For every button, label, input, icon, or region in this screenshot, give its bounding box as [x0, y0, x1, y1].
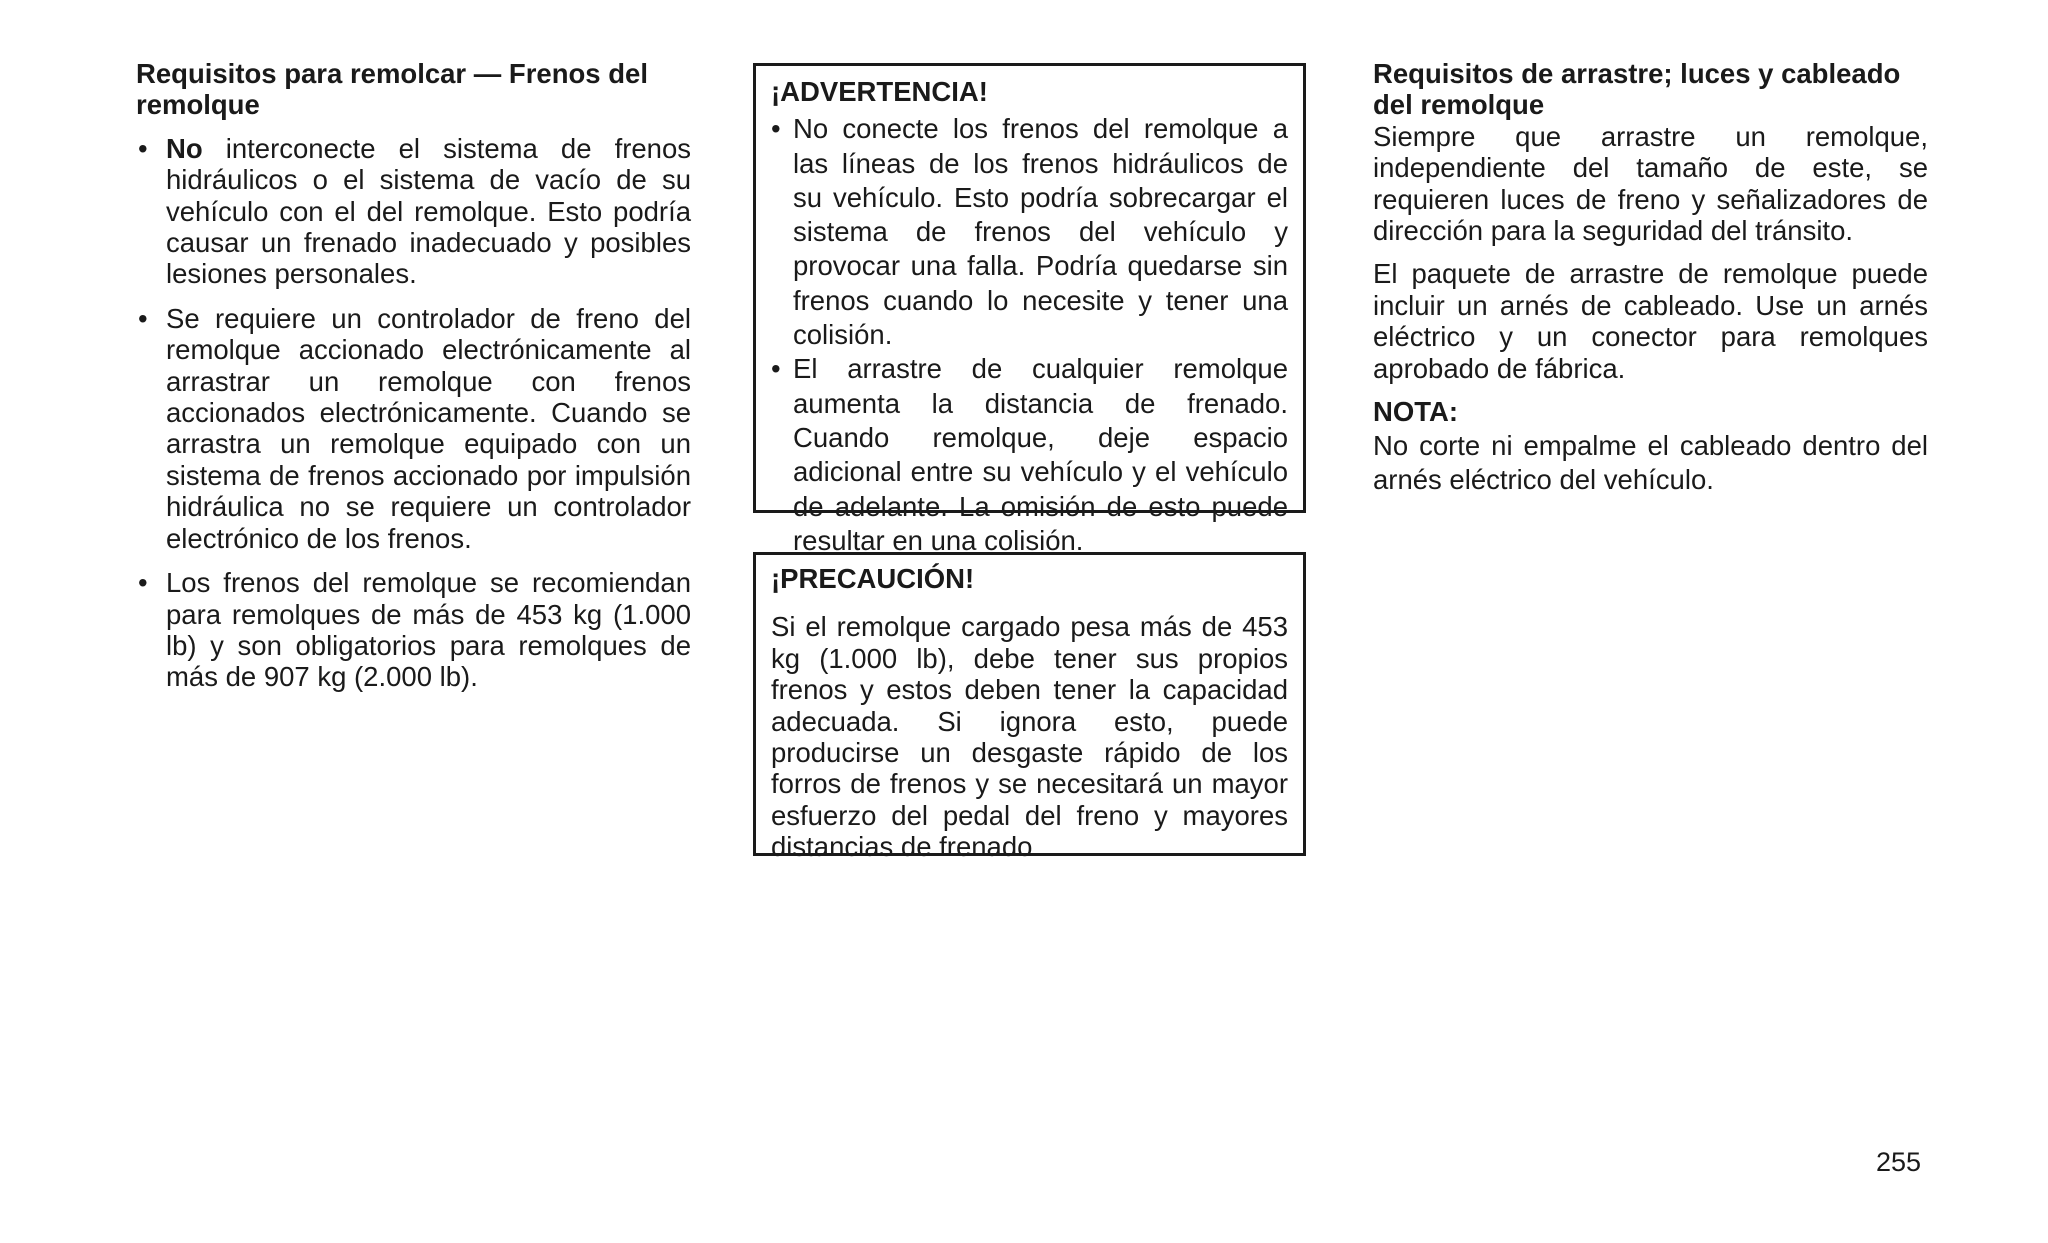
warning-box — [753, 63, 1306, 556]
list-item — [136, 133, 691, 290]
page-number: 255 — [1876, 1147, 1922, 1177]
caution-title: ¡PRECAUCIÓN! — [771, 563, 975, 594]
bullet-text: interconecte el sistema de frenos hidráulicos o el sistema de vacío de su vehículo con el del remolque. Esto podría causar un frenado inadecuado y posibles lesiones personales. — [166, 132, 691, 290]
bullet-text: Los frenos del remolque se recomiendan para remolques de más de 453 kg (1.000 lb) y son obligatorios para remolques de más de 907 kg (2.000 lb). — [166, 567, 691, 693]
warning-title: ¡ADVERTENCIA! — [771, 76, 988, 107]
bullet-lead-text: No — [166, 132, 203, 164]
list-item — [771, 352, 1288, 558]
caution-text: Si el remolque cargado pesa más de 453 kg (1.000 lb), debe tener sus propios frenos y estos deben tener la capacidad adecuada. Si ignora esto, puede producirse un desgaste rápido de los forros de frenos y se necesitará un mayor esfuerzo del pedal del freno y mayores distancias de frenado. — [771, 611, 1288, 863]
section-heading-lights-wiring: Requisitos de arrastre; luces y cableado del remolque — [1373, 58, 1901, 121]
list-item — [771, 112, 1288, 352]
right-column — [1373, 58, 1928, 509]
left-column — [136, 58, 691, 706]
list-item — [136, 567, 691, 693]
note-text: No corte ni empalme el cableado dentro del arnés eléctrico del vehículo. — [1373, 430, 1928, 496]
bullet-icon: • — [771, 113, 781, 145]
section-heading-brake-requirements: Requisitos para remolcar — Frenos del remolque — [136, 58, 648, 121]
brake-requirements-list — [136, 133, 691, 693]
note-label: NOTA: — [1373, 396, 1459, 428]
warning-list — [771, 112, 1288, 558]
list-item — [136, 303, 691, 554]
bullet-icon: • — [138, 302, 148, 334]
warning-text: El arrastre de cualquier remolque aumenta la distancia de frenado. Cuando remolque, deje espacio adicional entre su vehículo y el vehículo de adelante. La omisión de esto puede resultar en una colisión. — [793, 353, 1288, 556]
paragraph-lights: Siempre que arrastre un remolque, independiente del tamaño de este, se requieren luces de freno y señalizadores de dirección para la seguridad del tránsito. — [1373, 120, 1928, 247]
caution-box — [753, 552, 1306, 863]
bullet-icon: • — [771, 353, 781, 385]
bullet-text: Se requiere un controlador de freno del remolque accionado electrónicamente al arrastrar un remolque con frenos accionados electrónicamente. Cuando se arrastra un remolque equipado con un sistema de frenos accionado por impulsión hidráulica no se requiere un controlador electrónico de los frenos. — [166, 302, 691, 554]
paragraph-wiring-harness: El paquete de arrastre de remolque puede incluir un arnés de cableado. Use un arnés eléctrico y un conector para remolques aprobado de fábrica. — [1373, 258, 1928, 384]
bullet-icon: • — [138, 567, 148, 599]
warning-text: No conecte los frenos del remolque a las líneas de los frenos hidráulicos de su vehículo. Esto podría sobrecargar el sistema de frenos del vehículo y provocar una falla. Podría quedarse sin frenos cuando lo necesite y tener una colisión. — [793, 113, 1288, 351]
bullet-icon: • — [138, 132, 148, 164]
